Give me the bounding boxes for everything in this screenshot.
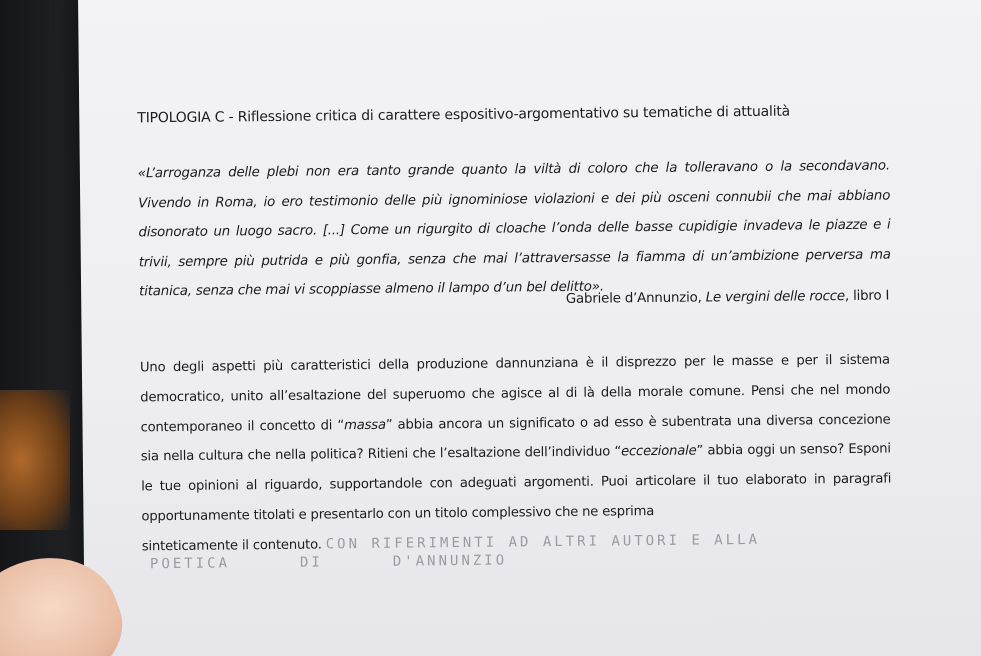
- prompt-part-1: Uno degli aspetti più caratteristici della produzione dannunziana è il disprezzo per le masse e per il sistema democratico, unito all’esaltazione del superuomo che agisce al di là della morale comune. Pensi che nel mondo contemporaneo il concetto di “: [139, 352, 891, 435]
- handwritten-note-line-2: [150, 553, 507, 573]
- handwritten-di: DI: [299, 554, 323, 571]
- handwritten-poetica: POETICA: [149, 555, 231, 573]
- background-object: [0, 390, 70, 530]
- prompt-part-3: ” abbia oggi un senso? Esponi le tue opinioni al riguardo, supportandole con adeguati argomenti. Puoi articolare il tuo elaborato in paragrafi opportunamente titolati e presentarlo con un titolo complessivo che ne esprima: [141, 441, 892, 525]
- prompt-part-2: ” abbia ancora un significato o ad esso è subentrata una diversa concezione sia nella cultura che nella politica? Ritieni che l’esaltazione dell’individuo “: [140, 412, 891, 465]
- prompt-term-eccezionale: eccezionale: [620, 443, 697, 460]
- dannunzio-quote: «L’arroganza delle plebi non era tanto grande quanto la viltà di coloro che la tolleravano o la secondavano. Vivendo in Roma, io ero testimonio delle più ignominiose violazioni e dei più osceni connubii che mai abbiano disonorato un luogo sacro. [...] Come un rigurgito di cloache l’onda delle basse cupidigie invadeva le piazze e i trivii, sempre più putrida e più gonfia, senza che mai l’attraversasse la fiamma di un’ambizione perversa ma titanica, senza che mai vi scoppiasse almeno il lampo d’un bel delitto».: [137, 158, 891, 300]
- handwritten-dannunzio: D'ANNUNZIO: [392, 552, 508, 570]
- attribution-work: Le vergini delle rocce: [705, 288, 846, 306]
- quote-attribution: [566, 289, 890, 307]
- prompt-last-text: sinteticamente il contenuto.: [141, 537, 322, 555]
- handwritten-note-line-1: CON RIFERIMENTI AD ALTRI AUTORI E ALLA: [325, 531, 761, 553]
- prompt-term-massa: massa: [343, 417, 386, 433]
- attribution-author: Gabriele d’Annunzio,: [565, 290, 702, 307]
- attribution-book: , libro I: [844, 288, 890, 304]
- assignment-prompt: [140, 346, 892, 562]
- exam-sheet: [78, 0, 981, 656]
- section-heading: TIPOLOGIA C - Riflessione critica di carattere espositivo-argomentativo su tematiche di attualità: [137, 103, 791, 127]
